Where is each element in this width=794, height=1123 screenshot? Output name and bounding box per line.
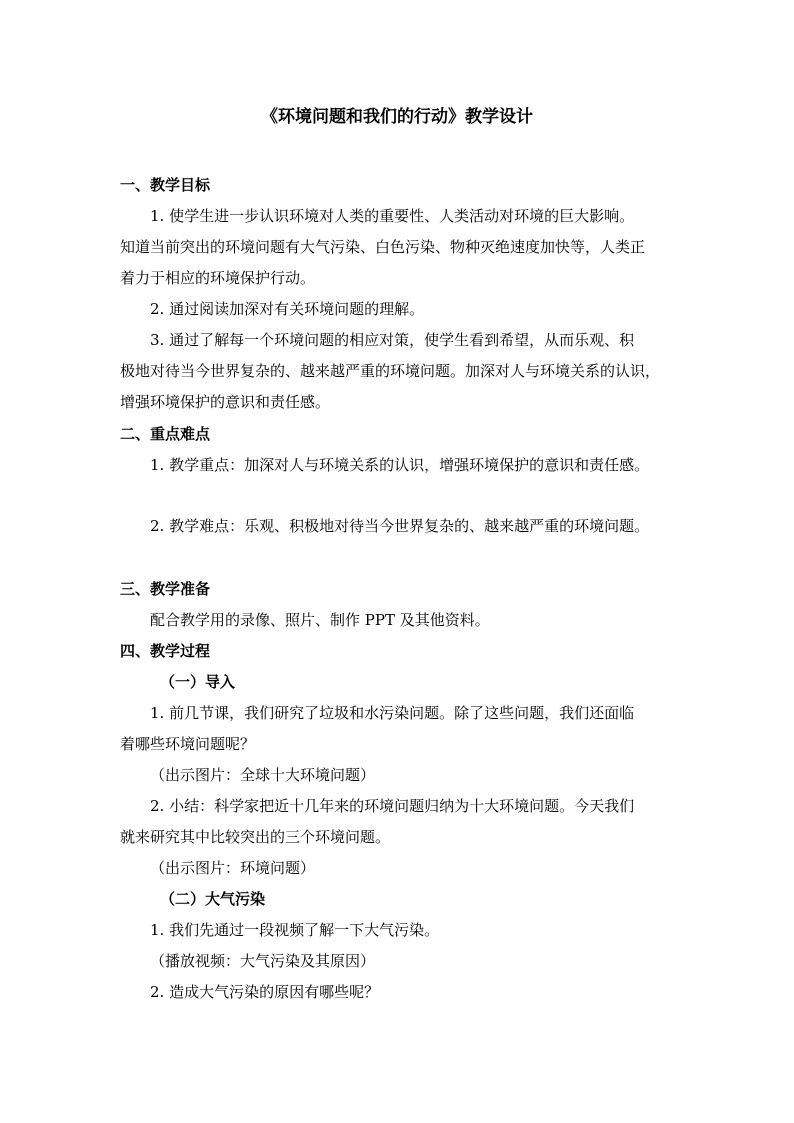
intro-note-1: （出示图片：全球十大环境问题） — [150, 766, 376, 784]
keypoints-paragraph-2: 2. 教学难点：乐观、积极地对待当今世界复杂的、越来越严重的环境问题。 — [150, 517, 650, 535]
section-heading-goals: 一、教学目标 — [120, 176, 211, 194]
intro-paragraph-1-line-1: 1. 前几节课，我们研究了垃圾和水污染问题。除了这些问题，我们还面临 — [150, 704, 635, 722]
goals-paragraph-1-line-2: 知道当前突出的环境问题有大气污染、白色污染、物种灭绝速度加快等，人类正 — [120, 238, 646, 256]
air-pollution-paragraph-1: 1. 我们先通过一段视频了解一下大气污染。 — [150, 921, 440, 939]
section-heading-keypoints: 二、重点难点 — [120, 425, 211, 443]
prep-paragraph-1: 配合教学用的录像、照片、制作 PPT 及其他资料。 — [150, 611, 490, 629]
goals-paragraph-3-line-2: 极地对待当今世界复杂的、越来越严重的环境问题。加深对人与环境关系的认识， — [120, 362, 661, 380]
process-subheading-air-pollution: （二）大气污染 — [160, 890, 266, 908]
intro-note-2: （出示图片：环境问题） — [150, 859, 316, 877]
air-pollution-paragraph-2: 2. 造成大气污染的原因有哪些呢？ — [150, 983, 380, 1001]
goals-paragraph-3-line-3: 增强环境保护的意识和责任感。 — [120, 393, 331, 411]
goals-paragraph-1-line-1: 1. 使学生进一步认识环境对人类的重要性、人类活动对环境的巨大影响。 — [150, 207, 635, 225]
intro-paragraph-2-line-2: 就来研究其中比较突出的三个环境问题。 — [120, 828, 391, 846]
goals-paragraph-1-line-3: 着力于相应的环境保护行动。 — [120, 269, 316, 287]
air-pollution-note-1: （播放视频：大气污染及其原因） — [150, 952, 376, 970]
intro-paragraph-2-line-1: 2. 小结：科学家把近十几年来的环境问题归纳为十大环境问题。今天我们 — [150, 797, 635, 815]
section-heading-process: 四、教学过程 — [120, 642, 211, 660]
document-title: 《环境问题和我们的行动》教学设计 — [261, 107, 533, 127]
section-heading-prep: 三、教学准备 — [120, 580, 211, 598]
intro-paragraph-1-line-2: 着哪些环境问题呢？ — [120, 735, 256, 753]
process-subheading-intro: （一）导入 — [160, 673, 236, 691]
goals-paragraph-3-line-1: 3. 通过了解每一个环境问题的相应对策，使学生看到希望，从而乐观、积 — [150, 331, 635, 349]
goals-paragraph-2: 2. 通过阅读加深对有关环境问题的理解。 — [150, 300, 425, 318]
keypoints-paragraph-1: 1. 教学重点：加深对人与环境关系的认识，增强环境保护的意识和责任感。 — [150, 456, 650, 474]
